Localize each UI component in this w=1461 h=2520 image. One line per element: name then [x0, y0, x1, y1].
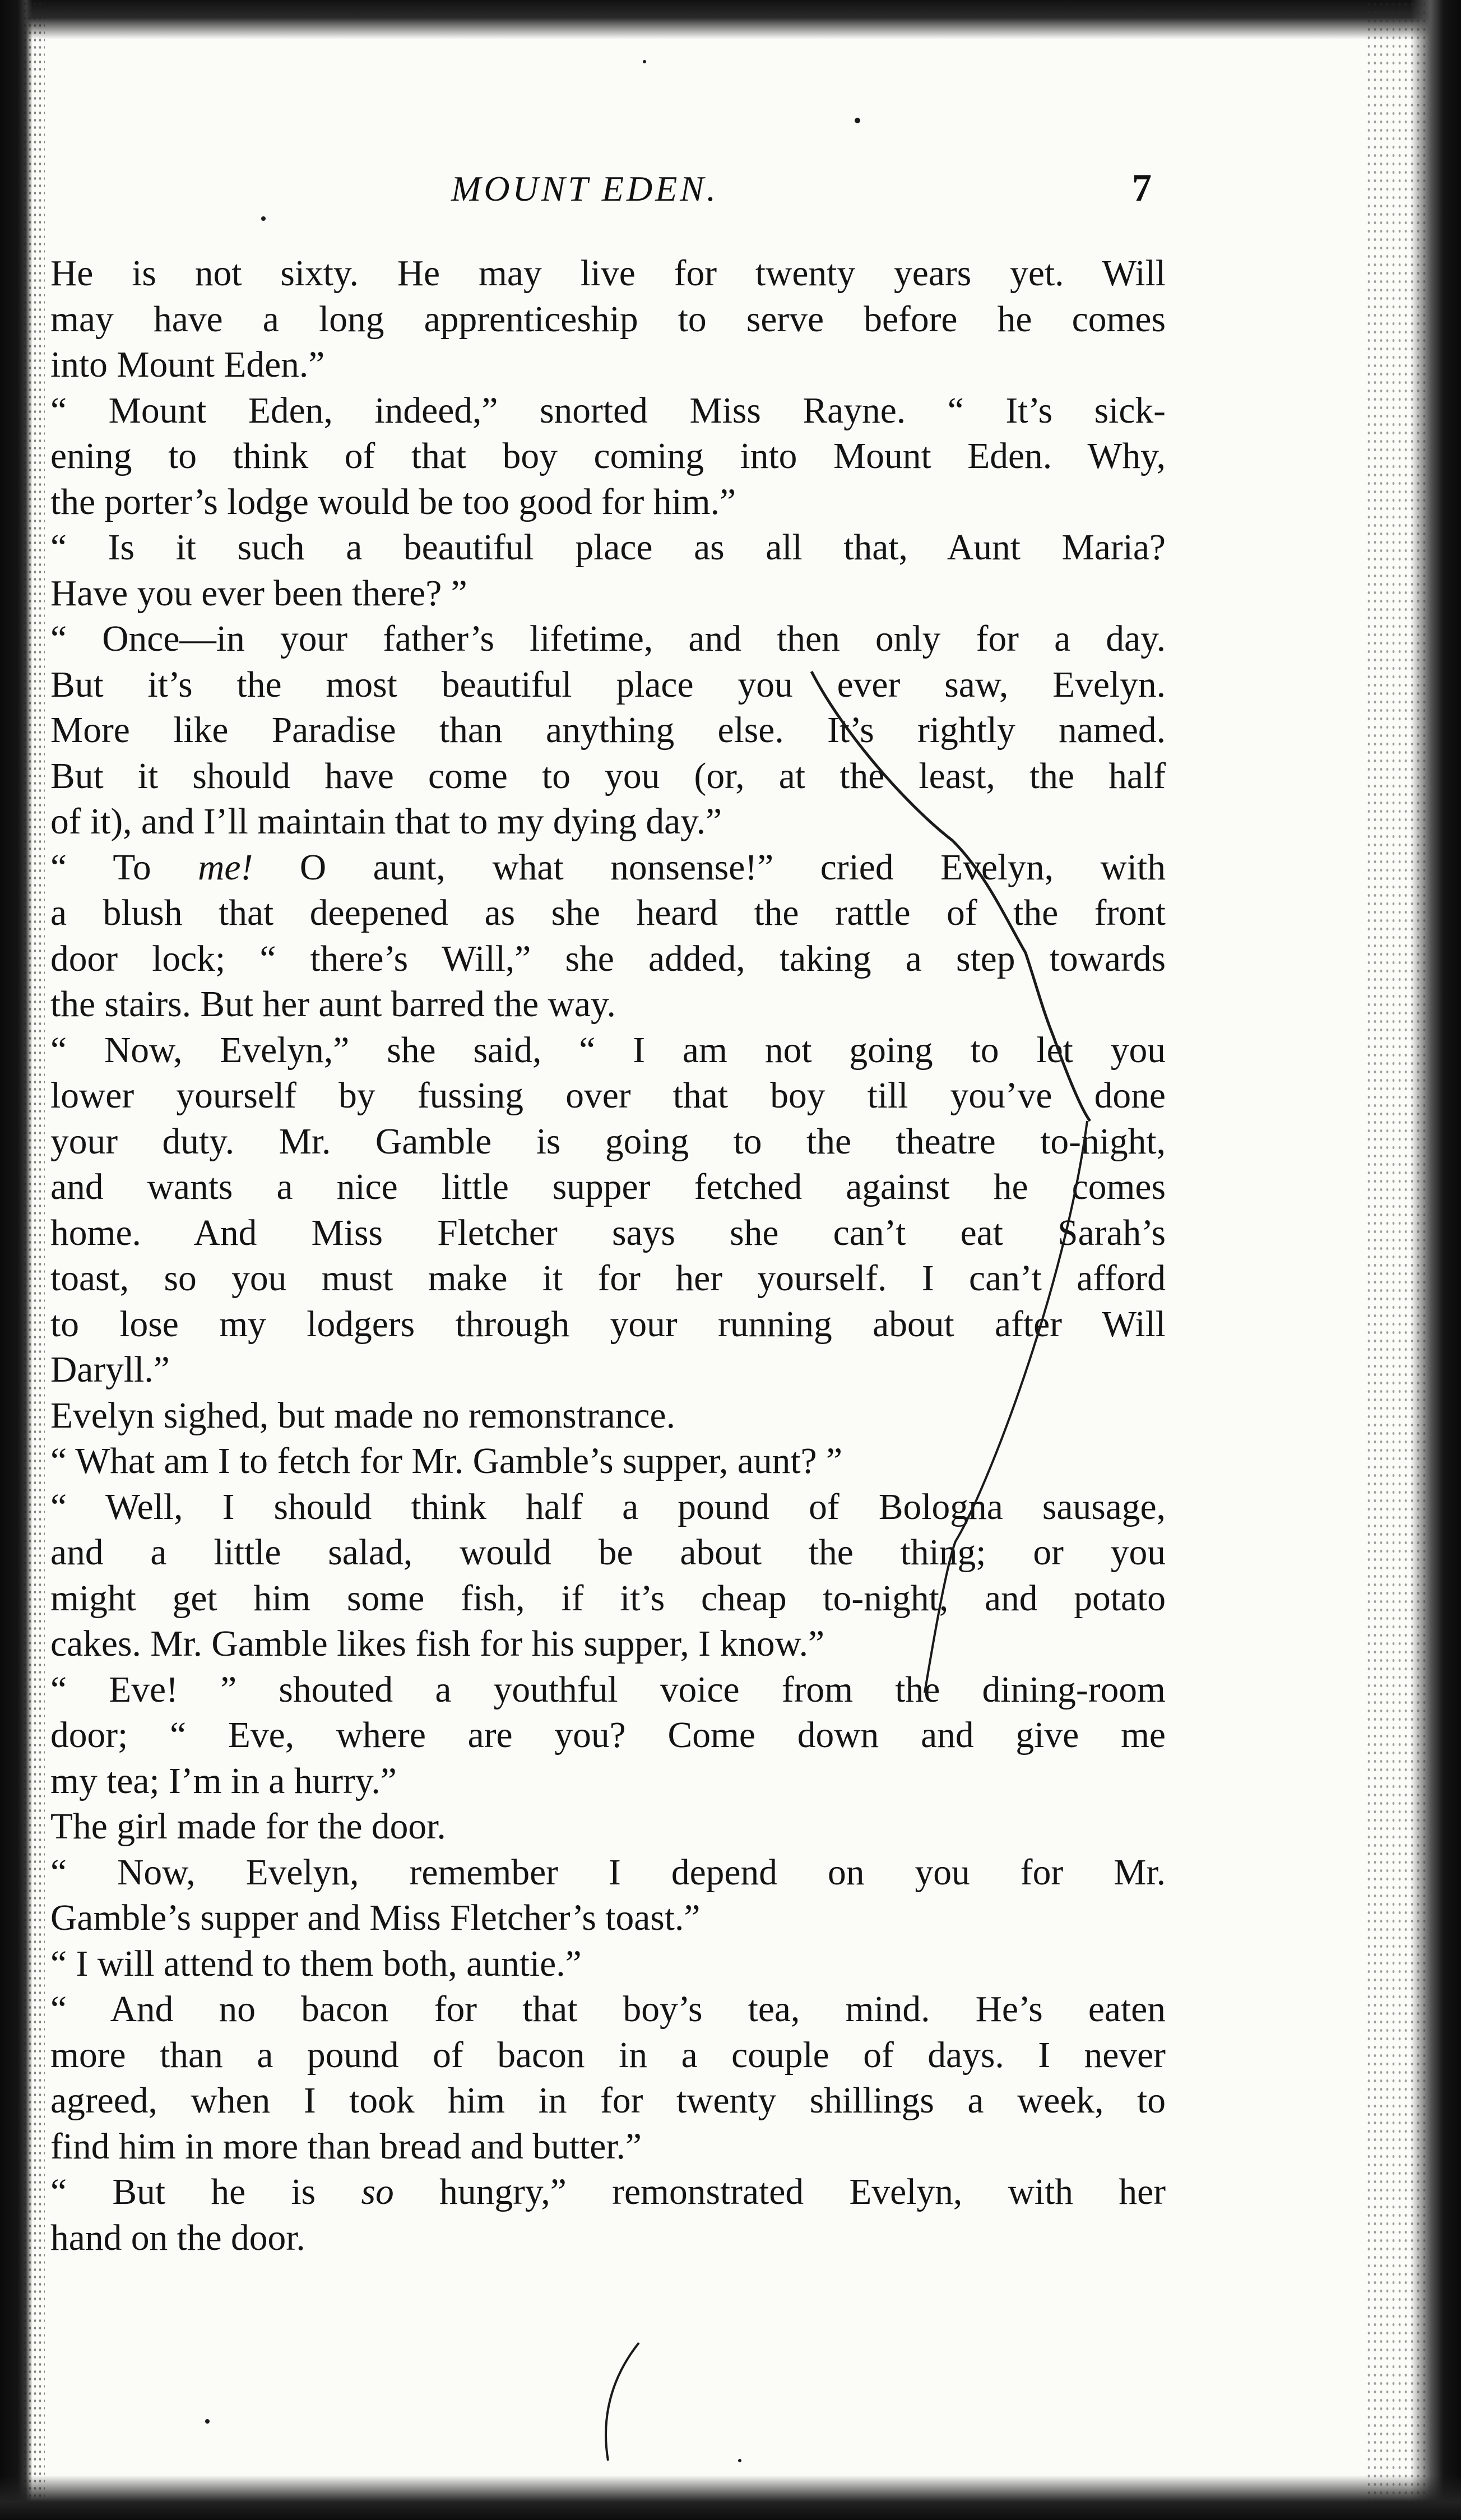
ink-speck: [738, 2459, 741, 2462]
text-line: More like Paradise than anything else. It’s rightly named.: [50, 710, 1166, 751]
text-line: might get him some fish, if it’s cheap to-night, and potato: [50, 1578, 1166, 1619]
text-run: O aunt, what nonsense!” cried Evelyn, with: [253, 847, 1166, 888]
text-line: door; “ Eve, where are you? Come down and give me: [50, 1715, 1166, 1755]
page-header: [50, 168, 1171, 219]
text-run: hungry,” remonstrated Evelyn, with her: [393, 2172, 1166, 2212]
text-line: “ And no bacon for that boy’s tea, mind. He’s eaten: [50, 1989, 1166, 2030]
scan-shadow-top: [0, 0, 1461, 39]
page-number: 7: [1132, 166, 1152, 210]
text-line: more than a pound of bacon in a couple of days. I never: [50, 2035, 1166, 2076]
text-line: agreed, when I took him in for twenty shillings a week, to: [50, 2081, 1166, 2121]
text-line: Have you ever been there? ”: [50, 573, 467, 614]
text-line: “ Mount Eden, indeed,” snorted Miss Rayne. “ It’s sick-: [50, 390, 1166, 431]
ink-speck: [855, 118, 860, 123]
ink-speck: [205, 2419, 210, 2424]
text-line: and a little salad, would be about the thing; or you: [50, 1532, 1166, 1573]
text-line: [50, 2170, 1166, 2216]
body-text: [50, 251, 1166, 2261]
text-line: “ Now, Evelyn,” she said, “ I am not going to let you: [50, 1030, 1166, 1071]
text-line: the stairs. But her aunt barred the way.: [50, 984, 616, 1025]
scan-shadow-bottom: [0, 2475, 1461, 2520]
text-line: “ Is it such a beautiful place as all that, Aunt Maria?: [50, 527, 1166, 568]
text-line: “ What am I to fetch for Mr. Gamble’s supper, aunt? ”: [50, 1441, 843, 1481]
text-line: He is not sixty. He may live for twenty years yet. Will: [50, 253, 1166, 294]
text-line: lower yourself by fussing over that boy till you’ve done: [50, 1076, 1166, 1116]
text-line: into Mount Eden.”: [50, 345, 325, 385]
scan-speckle-right: [1366, 0, 1427, 2520]
text-line: [50, 845, 1166, 891]
text-run: “ To: [50, 847, 198, 888]
text-line: The girl made for the door.: [50, 1806, 446, 1847]
text-line: “ I will attend to them both, auntie.”: [50, 1943, 582, 1984]
text-line: of it), and I’ll maintain that to my dying day.”: [50, 802, 722, 842]
text-line: Daryll.”: [50, 1350, 170, 1390]
text-line: “ Now, Evelyn, remember I depend on you for Mr.: [50, 1852, 1166, 1893]
text-line: cakes. Mr. Gamble likes fish for his supper, I know.”: [50, 1624, 825, 1664]
scan-speckle-left: [22, 0, 45, 2520]
text-line: may have a long apprenticeship to serve before he comes: [50, 299, 1166, 340]
running-title: MOUNT EDEN.: [451, 169, 718, 209]
text-line: hand on the door.: [50, 2217, 305, 2258]
emphasis: so: [361, 2172, 394, 2212]
ink-speck: [643, 60, 646, 63]
text-line: toast, so you must make it for her yourself. I can’t afford: [50, 1258, 1166, 1299]
text-line: and wants a nice little supper fetched against he comes: [50, 1167, 1166, 1207]
text-line: Evelyn sighed, but made no remonstrance.: [50, 1395, 676, 1436]
text-line: a blush that deepened as she heard the rattle of the front: [50, 893, 1166, 933]
text-line: But it should have come to you (or, at the least, the half: [50, 756, 1166, 796]
text-line: the porter’s lodge would be too good for him.”: [50, 481, 736, 522]
text-line: your duty. Mr. Gamble is going to the theatre to-night,: [50, 1121, 1166, 1162]
text-line: my tea; I’m in a hurry.”: [50, 1761, 397, 1801]
text-line: “ Once—in your father’s lifetime, and then only for a day.: [50, 619, 1166, 659]
text-line: “ Well, I should think half a pound of Bologna sausage,: [50, 1486, 1166, 1527]
text-line: find him in more than bread and butter.”: [50, 2126, 642, 2167]
text-line: Gamble’s supper and Miss Fletcher’s toast.”: [50, 1898, 701, 1938]
text-line: “ Eve! ” shouted a youthful voice from the dining-room: [50, 1669, 1166, 1710]
pen-stroke-bottom: [606, 2343, 639, 2461]
emphasis: me!: [198, 847, 253, 888]
text-line: But it’s the most beautiful place you ever saw, Evelyn.: [50, 664, 1166, 705]
text-run: “ But he is: [50, 2172, 361, 2212]
text-line: ening to think of that boy coming into Mount Eden. Why,: [50, 436, 1166, 476]
text-line: door lock; “ there’s Will,” she added, taking a step towards: [50, 938, 1166, 979]
text-line: home. And Miss Fletcher says she can’t eat Sarah’s: [50, 1212, 1166, 1253]
text-line: to lose my lodgers through your running about after Will: [50, 1304, 1166, 1345]
